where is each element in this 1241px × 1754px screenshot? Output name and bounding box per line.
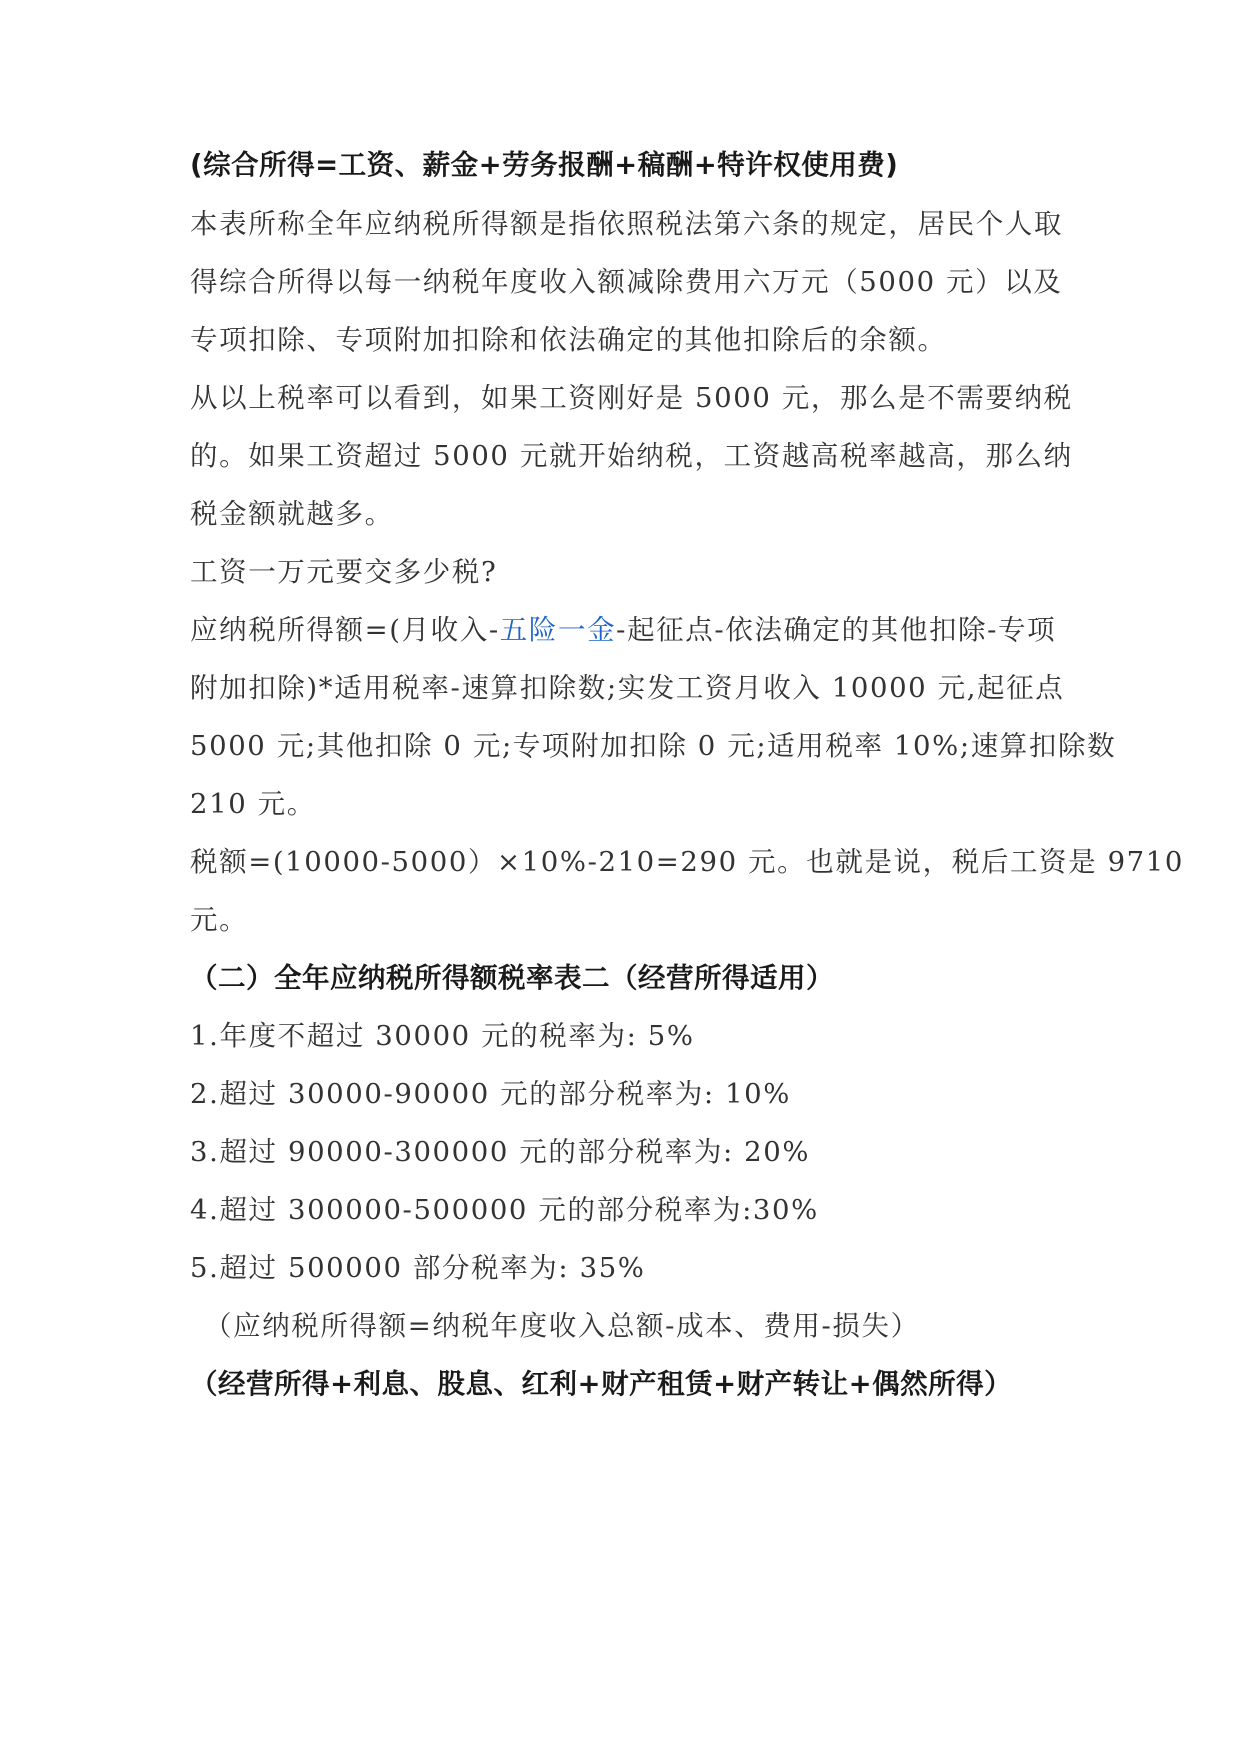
formula-text: 应纳税所得额=(月收入- <box>190 614 500 646</box>
section-title-table-two: （二）全年应纳税所得额税率表二（经营所得适用） <box>190 962 834 994</box>
paragraph-line: 专项扣除、专项附加扣除和依法确定的其他扣除后的余额。 <box>190 324 947 356</box>
paragraph-line: 得综合所得以每一纳税年度收入额减除费用六万元（5000 元）以及 <box>190 266 1063 298</box>
paragraph-line: 本表所称全年应纳税所得额是指依照税法第六条的规定，居民个人取 <box>190 208 1063 240</box>
paragraph-line: 税金额就越多。 <box>190 498 394 530</box>
formula-line: 210 元。 <box>190 788 316 820</box>
tax-result-line: 元。 <box>190 904 249 936</box>
question-line: 工资一万元要交多少税? <box>190 556 498 588</box>
wuxian-yijin-link[interactable]: 五险一金 <box>499 614 617 646</box>
formula-line <box>190 610 1056 650</box>
heading-business-income: （经营所得+利息、股息、红利+财产租赁+财产转让+偶然所得） <box>190 1368 1013 1400</box>
tax-bracket-item: 1.年度不超过 30000 元的税率为: 5% <box>190 1020 695 1052</box>
tax-bracket-item: 4.超过 300000-500000 元的部分税率为:30% <box>190 1194 819 1226</box>
tax-bracket-item: 2.超过 30000-90000 元的部分税率为: 10% <box>190 1078 792 1110</box>
tax-result-line: 税额=(10000-5000）×10%-210=290 元。也就是说，税后工资是 9710 <box>190 846 1184 878</box>
tax-bracket-item: 3.超过 90000-300000 元的部分税率为: 20% <box>190 1136 811 1168</box>
formula-line: 附加扣除)*适用税率-速算扣除数;实发工资月收入 10000 元,起征点 <box>190 672 1065 704</box>
taxable-income-note: （应纳税所得额=纳税年度收入总额-成本、费用-损失） <box>204 1310 920 1342</box>
formula-text: -起征点-依法确定的其他扣除-专项 <box>616 614 1057 646</box>
paragraph-line: 从以上税率可以看到，如果工资刚好是 5000 元，那么是不需要纳税 <box>190 382 1073 414</box>
tax-bracket-item: 5.超过 500000 部分税率为: 35% <box>190 1252 646 1284</box>
paragraph-line: 的。如果工资超过 5000 元就开始纳税，工资越高税率越高，那么纳 <box>190 440 1073 472</box>
formula-line: 5000 元;其他扣除 0 元;专项附加扣除 0 元;适用税率 10%;速算扣除数 <box>190 730 1117 762</box>
heading-comprehensive-income: (综合所得=工资、薪金+劳务报酬+稿酬+特许权使用费) <box>190 149 899 181</box>
